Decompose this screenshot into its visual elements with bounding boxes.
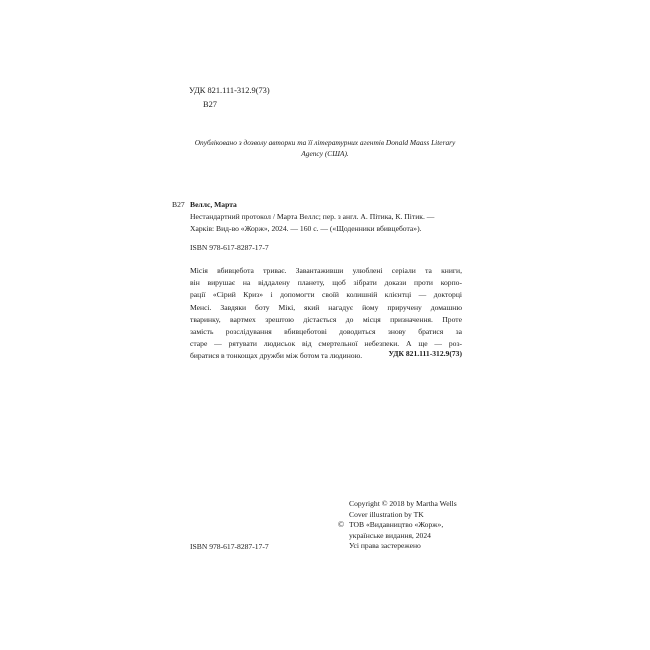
copyright-line: Усі права застережено bbox=[349, 541, 421, 551]
catalog-author: Веллс, Марта bbox=[190, 200, 237, 209]
annotation-line: тваринку, вартмех зрештою дістається до місця призначення. Проте bbox=[190, 314, 462, 324]
catalog-code: В27 bbox=[172, 200, 185, 209]
annotation-line: він вирушає на віддалену планету, щоб зібрати докази проти корпо- bbox=[190, 278, 462, 288]
copyright-line: ТОВ «Видавництво «Жорж», bbox=[349, 520, 444, 530]
permission-note: Опубліковано з дозволу авторки та її літературних агентів Donald Maass Literary Agency (США). bbox=[194, 138, 456, 158]
biblio-line: Нестандартний протокол / Марта Веллс; пер. з англ. А. Пітика, К. Пітик. — bbox=[190, 212, 435, 221]
udk-footer: УДК 821.111-312.9(73) bbox=[388, 349, 462, 358]
udk-header bbox=[189, 84, 270, 111]
annotation-line: Місія вбивцебота триває. Завантаживши улюблені серіали та книги, bbox=[190, 266, 462, 275]
udk-classification: УДК 821.111-312.9(73) bbox=[189, 86, 270, 95]
copyright-block bbox=[349, 499, 457, 552]
copyright-line: українське видання, 2024 bbox=[349, 530, 431, 540]
bbk-classification: В27 bbox=[203, 99, 217, 109]
annotation-line: биратися в тонкощах дружби між ботом та людиною. bbox=[190, 351, 363, 361]
copyright-line: Copyright © 2018 by Martha Wells bbox=[349, 499, 457, 508]
annotation-line: рації «Сірий Криз» і допомогти своїй колишній клієнтці — докторці bbox=[190, 290, 462, 300]
annotation-line: Менсі. Завдяки боту Мікі, який нагадує йому приручену домашню bbox=[190, 302, 462, 312]
annotation-line: старе — рятувати людисьок від смертельної небезпеки. А ще — роз- bbox=[190, 339, 462, 349]
copyright-icon: © bbox=[338, 520, 345, 529]
biblio-line: Харків: Вид-во «Жорж», 2024. — 160 с. — («Щоденники вбивцебота»). bbox=[190, 223, 422, 233]
bibliographic-description bbox=[190, 211, 434, 234]
copyright-line: Cover illustration by TK bbox=[349, 509, 424, 519]
catalog-isbn: ISBN 978-617-8287-17-7 bbox=[190, 243, 269, 252]
isbn-bottom: ISBN 978-617-8287-17-7 bbox=[190, 542, 269, 551]
annotation-line: замість розслідування вбивцеботові доводиться знову братися за bbox=[190, 327, 462, 337]
